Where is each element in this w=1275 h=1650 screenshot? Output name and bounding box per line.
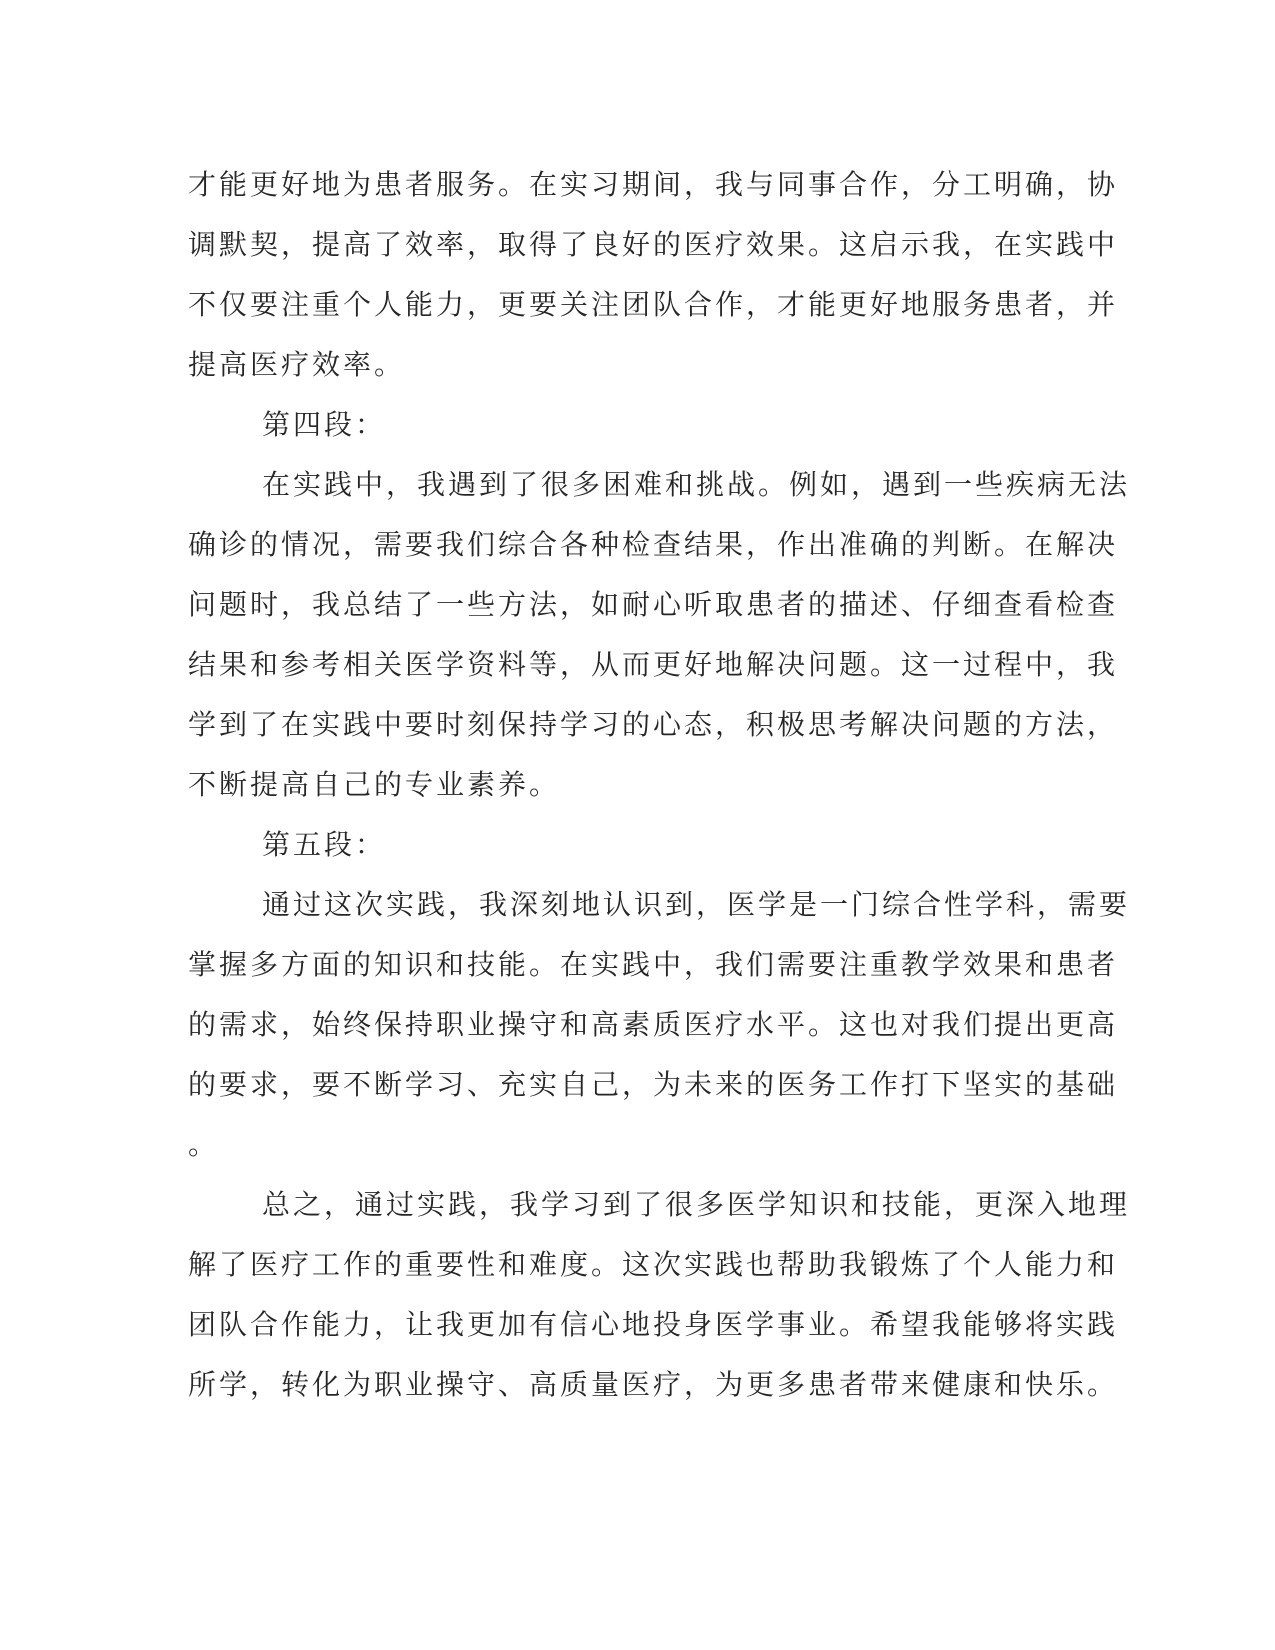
text-line: 调默契，提高了效率，取得了良好的医疗效果。这启示我，在实践中 <box>188 228 1119 261</box>
document-body <box>188 155 1131 1415</box>
text-line: 确诊的情况，需要我们综合各种检查结果，作出准确的判断。在解决 <box>188 528 1119 561</box>
text-line: 总之，通过实践，我学习到了很多医学知识和技能，更深入地理 <box>262 1188 1131 1221</box>
section-heading: 第四段： <box>262 408 387 441</box>
text-line: 问题时，我总结了一些方法，如耐心听取患者的描述、仔细查看检查 <box>188 588 1119 621</box>
text-line: 结果和参考相关医学资料等，从而更好地解决问题。这一过程中，我 <box>188 648 1119 681</box>
text-line: 。 <box>188 1128 220 1161</box>
text-line: 的要求，要不断学习、充实自己，为未来的医务工作打下坚实的基础 <box>188 1068 1119 1101</box>
text-line: 在实践中，我遇到了很多困难和挑战。例如，遇到一些疾病无法 <box>262 468 1131 501</box>
text-line: 学到了在实践中要时刻保持学习的心态，积极思考解决问题的方法， <box>188 708 1119 741</box>
text-line: 才能更好地为患者服务。在实习期间，我与同事合作，分工明确，协 <box>188 168 1119 201</box>
text-line: 不断提高自己的专业素养。 <box>188 768 561 801</box>
text-line: 提高医疗效率。 <box>188 348 406 381</box>
text-line: 通过这次实践，我深刻地认识到，医学是一门综合性学科，需要 <box>262 888 1131 921</box>
text-line: 的需求，始终保持职业操守和高素质医疗水平。这也对我们提出更高 <box>188 1008 1119 1041</box>
text-line: 不仅要注重个人能力，更要关注团队合作，才能更好地服务患者，并 <box>188 288 1119 321</box>
text-line: 解了医疗工作的重要性和难度。这次实践也帮助我锻炼了个人能力和 <box>188 1248 1119 1281</box>
text-line: 所学，转化为职业操守、高质量医疗，为更多患者带来健康和快乐。 <box>188 1368 1119 1401</box>
text-line: 团队合作能力，让我更加有信心地投身医学事业。希望我能够将实践 <box>188 1308 1119 1341</box>
section-heading: 第五段： <box>262 828 387 861</box>
text-line: 掌握多方面的知识和技能。在实践中，我们需要注重教学效果和患者 <box>188 948 1119 981</box>
